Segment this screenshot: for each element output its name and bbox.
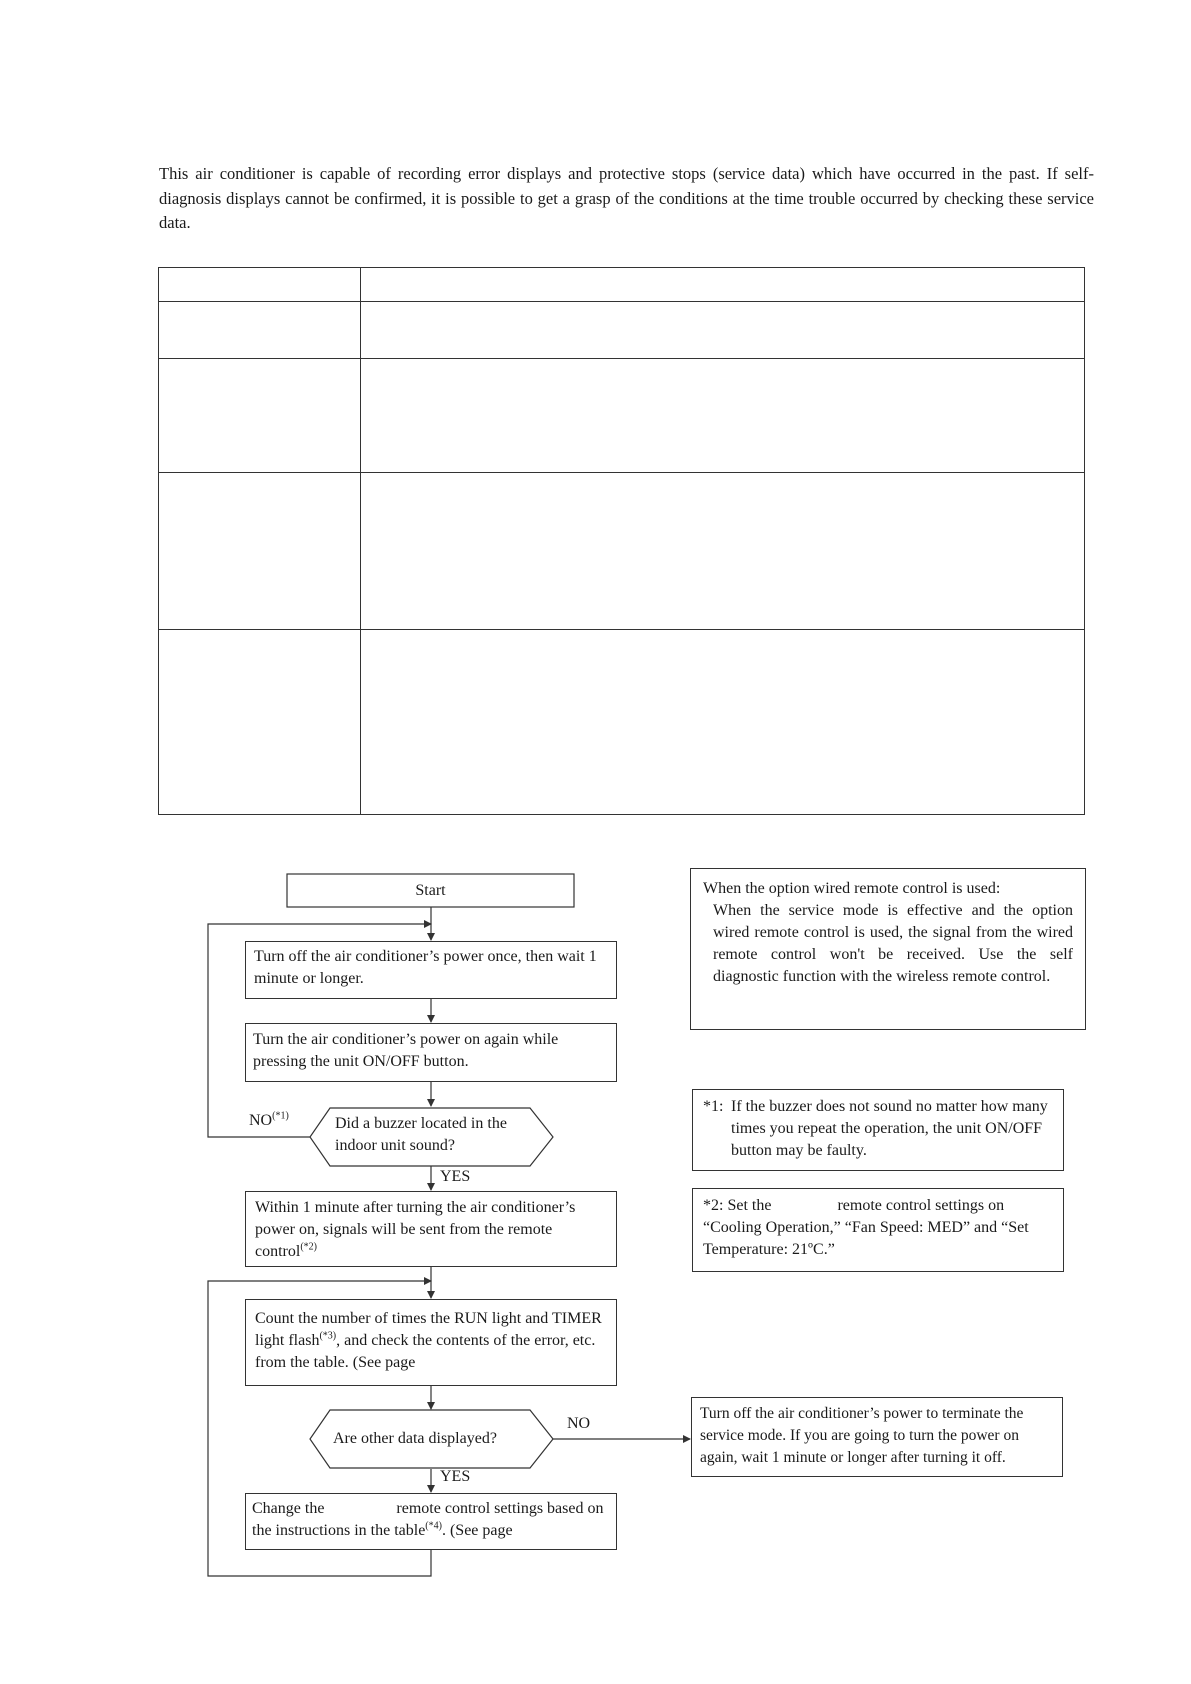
intro-paragraph: This air conditioner is capable of recording error displays and protective stops (service data) which have occurred in the past. If self-diagnosis displays cannot be confirmed, it is possible to get a grasp of the conditions at the time trouble occurred by checking these service data. <box>159 164 1094 232</box>
step-change-text-a: Change the <box>252 1500 325 1517</box>
no-label-1-ref: (*1) <box>272 1110 289 1122</box>
step-change-ref: (*4) <box>425 1520 442 1532</box>
end-terminate-box: Turn off the air conditioner’s power to terminate the service mode. If you are going to turn the power on again, wait 1 minute or longer after turning it off. <box>691 1397 1063 1477</box>
no-label-2: NO <box>567 1415 591 1432</box>
no-label-1 <box>249 1112 289 1130</box>
step-change-settings <box>245 1493 617 1550</box>
footnote-1-mark: *1: <box>703 1098 724 1115</box>
step-send-signals-text: Within 1 minute after turning the air conditioner’s power on, signals will be sent from the remote control <box>255 1199 576 1260</box>
wired-remote-body: When the service mode is effective and the option wired remote control is used, the signal from the wired remote control won't be received. Use the self diagnostic function with the wireless remote control. <box>713 902 1073 985</box>
decision-other-data: Are other data displayed? <box>333 1430 497 1447</box>
step-send-signals <box>245 1191 617 1267</box>
step-count-text-a: Count the number of times the RUN light and TIMER light flash <box>255 1310 602 1349</box>
yes-label-2: YES <box>440 1468 471 1485</box>
step-power-on: Turn the air conditioner’s power on again while pressing the unit ON/OFF button. <box>245 1023 617 1082</box>
step-change-text-c: . (See page <box>441 1522 513 1539</box>
yes-label-1: YES <box>440 1168 471 1185</box>
footnote-1-text: If the buzzer does not sound no matter how many times you repeat the operation, the unit ON/OFF button may be faulty. <box>731 1098 1048 1159</box>
wired-remote-title: When the option wired remote control is used: <box>703 880 1001 897</box>
footnote-1 <box>692 1089 1064 1171</box>
start-label: Start <box>415 882 446 899</box>
footnote-2 <box>692 1188 1064 1272</box>
footnote-2-text-b: remote control settings on “Cooling Operation,” “Fan Speed: MED” and “Set Temperature: 21ºC.” <box>703 1197 1029 1258</box>
step-send-signals-ref: (*2) <box>300 1241 317 1253</box>
decision-buzzer: Did a buzzer located in the indoor unit sound? <box>335 1115 507 1154</box>
step-change-text-b: remote control settings based on the instructions in the table <box>252 1500 604 1539</box>
no-label-1-text: NO <box>249 1112 273 1129</box>
step-power-off: Turn off the air conditioner’s power once, then wait 1 minute or longer. <box>245 941 617 999</box>
step-count-flashes <box>245 1299 617 1386</box>
step-count-ref: (*3) <box>319 1330 337 1342</box>
wired-remote-note <box>690 868 1086 1030</box>
step-count-text-b: , and check the contents of the error, etc. from the table. (See page <box>255 1332 596 1371</box>
footnote-2-text-a: *2: Set the <box>703 1197 772 1214</box>
